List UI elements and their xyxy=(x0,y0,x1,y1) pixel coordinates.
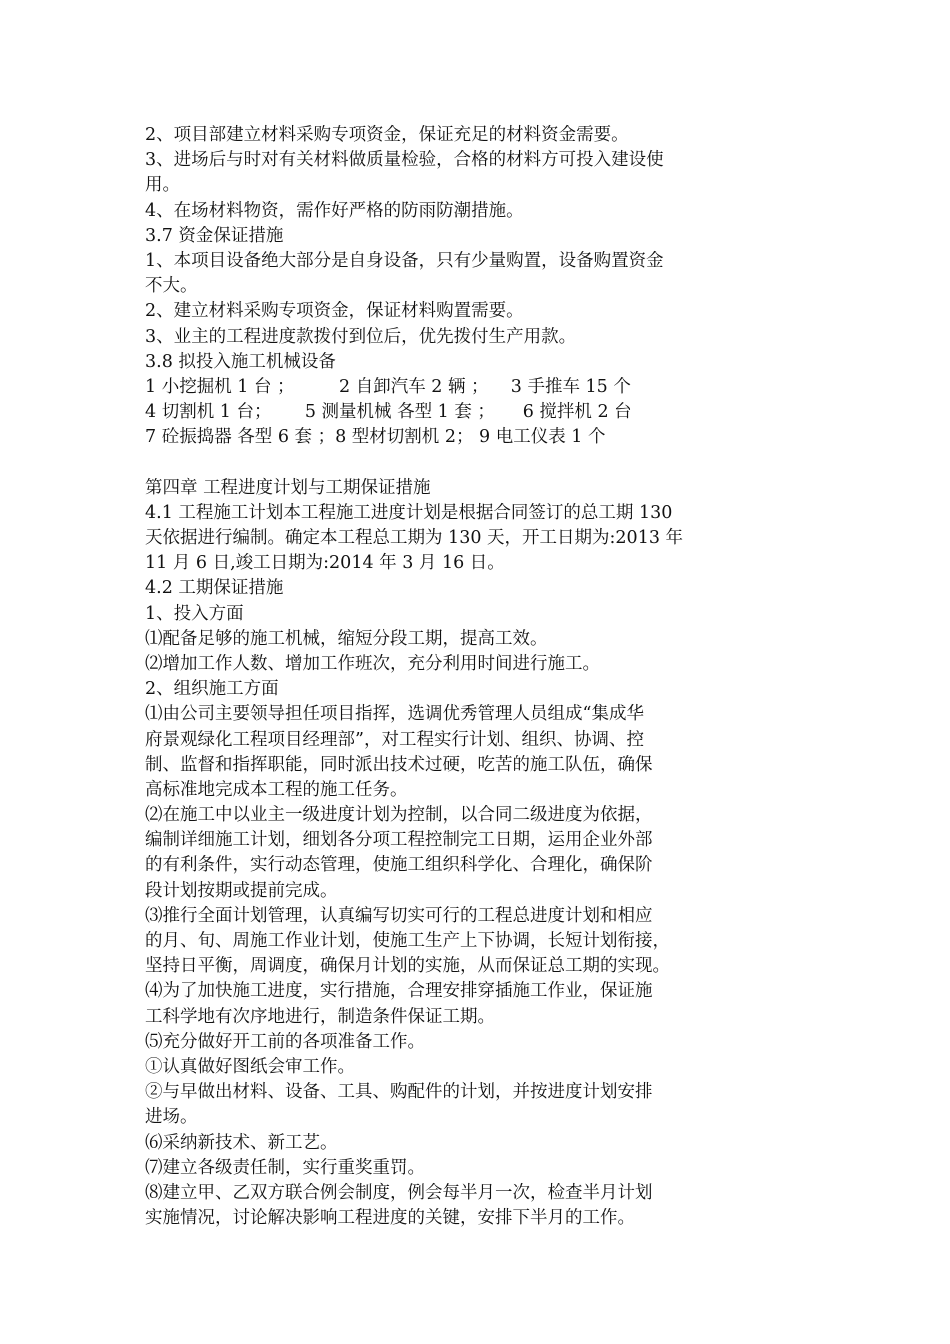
equipment-line: 1 小挖掘机 1 台 ； 2 自卸汽车 2 辆 ； 3 手推车 15 个 xyxy=(145,376,631,397)
text-line: 2、建立材料采购专项资金，保证材料购置需要。 xyxy=(145,301,524,322)
text-line: 坚持日平衡，周调度，确保月计划的实施，从而保证总工期的实现。 xyxy=(145,956,670,977)
text-line: ⑵增加工作人数、增加工作班次，充分利用时间进行施工。 xyxy=(145,653,600,674)
text-line: ⑻建立甲、乙双方联合例会制度，例会每半月一次，检查半月计划 xyxy=(145,1182,653,1203)
chapter-title: 第四章 工程进度计划与工期保证措施 xyxy=(145,477,431,498)
text-line: 编制详细施工计划，细划各分项工程控制完工日期，运用企业外部 xyxy=(145,830,653,851)
equipment-line: 4 切割机 1 台； 5 测量机械 各型 1 套 ； 6 搅拌机 2 台 xyxy=(145,402,632,423)
text-line: ⑴配备足够的施工机械，缩短分段工期，提高工效。 xyxy=(145,628,548,649)
schedule-section xyxy=(145,476,815,1232)
material-and-fund-section xyxy=(145,123,815,450)
text-line: ⑴由公司主要领导担任项目指挥，选调优秀管理人员组成“集成华 xyxy=(145,704,644,725)
text-line: 进场。 xyxy=(145,1107,198,1128)
text-line: 制、监督和指挥职能，同时派出技术过硬，吃苦的施工队伍，确保 xyxy=(145,754,653,775)
text-line: 府景观绿化工程项目经理部”，对工程实行计划、组织、协调、控 xyxy=(145,729,644,750)
text-line: 段计划按期或提前完成。 xyxy=(145,880,338,901)
text-line: ⑵在施工中以业主一级进度计划为控制，以合同二级进度为依据， xyxy=(145,805,653,826)
section-heading: 4.2 工期保证措施 xyxy=(145,578,284,599)
text-line: 4.1 工程施工计划本工程施工进度计划是根据合同签订的总工期 130 xyxy=(145,502,673,523)
section-heading: 3.7 资金保证措施 xyxy=(145,225,284,246)
text-line: ②与早做出材料、设备、工具、购配件的计划，并按进度计划安排 xyxy=(145,1082,653,1103)
paragraph-gap xyxy=(145,450,815,475)
text-line: 3、进场后与时对有关材料做质量检验，合格的材料方可投入建设使 xyxy=(145,150,664,171)
text-line: ⑸充分做好开工前的各项准备工作。 xyxy=(145,1031,425,1052)
text-line: 实施情况，讨论解决影响工程进度的关键，安排下半月的工作。 xyxy=(145,1208,635,1229)
text-line: ⑺建立各级责任制，实行重奖重罚。 xyxy=(145,1157,425,1178)
text-line: 2、组织施工方面 xyxy=(145,679,279,700)
text-line: 高标准地完成本工程的施工任务。 xyxy=(145,779,408,800)
text-line: 用。 xyxy=(145,175,180,196)
text-line: 4、在场材料物资，需作好严格的防雨防潮措施。 xyxy=(145,200,524,221)
text-line: 2、项目部建立材料采购专项资金，保证充足的材料资金需要。 xyxy=(145,125,629,145)
text-line: 11 月 6 日,竣工日期为:2014 年 3 月 16 日。 xyxy=(145,553,505,574)
section-heading: 3.8 拟投入施工机械设备 xyxy=(145,351,336,372)
text-line: ⑶推行全面计划管理，认真编写切实可行的工程总进度计划和相应 xyxy=(145,905,653,926)
document-page xyxy=(145,123,815,1231)
text-line: ⑷为了加快施工进度，实行措施，合理安排穿插施工作业，保证施 xyxy=(145,981,653,1002)
text-line: ①认真做好图纸会审工作。 xyxy=(145,1056,355,1077)
text-line: 天依据进行编制。确定本工程总工期为 130 天，开工日期为:2013 年 xyxy=(145,528,684,548)
equipment-line: 7 砼振捣器 各型 6 套 ；8 型材切割机 2； 9 电工仪表 1 个 xyxy=(145,427,606,448)
text-line: 的月、旬、周施工作业计划，使施工生产上下协调，长短计划衔接， xyxy=(145,931,670,951)
text-line: 的有利条件，实行动态管理，使施工组织科学化、合理化，确保阶 xyxy=(145,855,653,876)
text-line: 不大。 xyxy=(145,276,198,297)
text-line: ⑹采纳新技术、新工艺。 xyxy=(145,1132,338,1153)
text-line: 1、投入方面 xyxy=(145,603,244,624)
text-line: 1、本项目设备绝大部分是自身设备，只有少量购置，设备购置资金 xyxy=(145,250,664,271)
text-line: 3、业主的工程进度款拨付到位后，优先拨付生产用款。 xyxy=(145,326,577,347)
text-line: 工科学地有次序地进行，制造条件保证工期。 xyxy=(145,1006,495,1027)
